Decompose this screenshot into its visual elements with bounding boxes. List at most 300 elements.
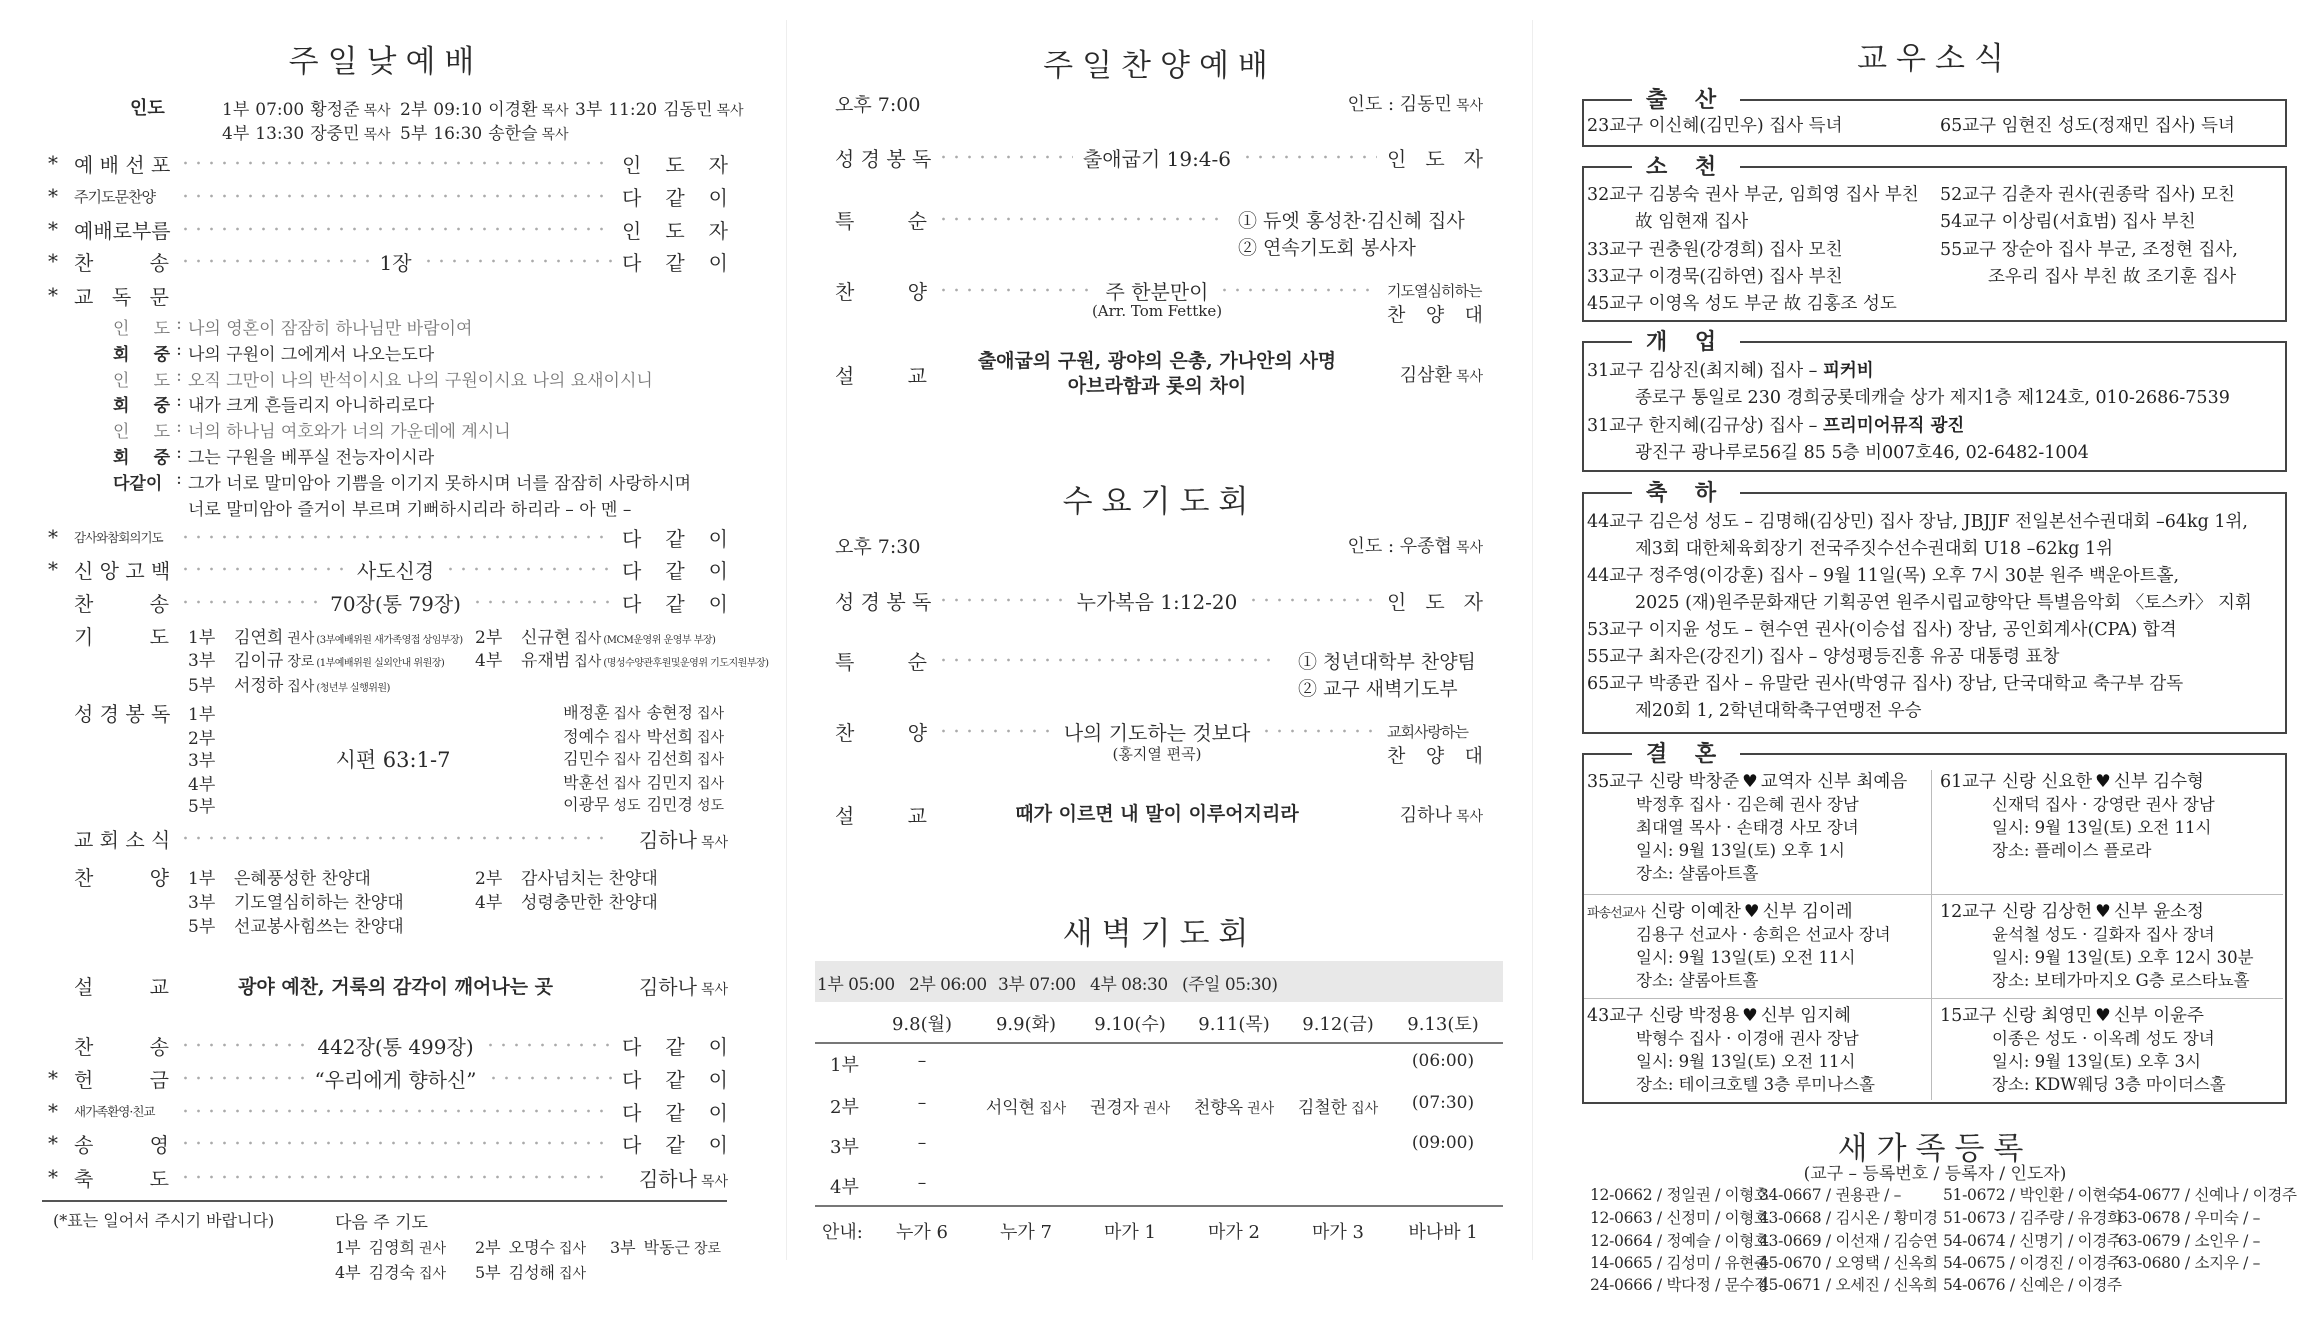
newcomer-entry: 12-0663 / 신정미 / 이형호: [1590, 1209, 1769, 1227]
dot-leader: [471, 600, 612, 604]
order-label: 예배로부름: [74, 218, 171, 243]
person-name: 오명수: [508, 1238, 556, 1257]
sermon-title-line: 때가 이르면 내 말이 이루어지리라: [1015, 802, 1299, 825]
next-part: 5부: [475, 1263, 501, 1282]
newcomer-entry: 51-0673 / 김주량 / 유경희: [1943, 1209, 2122, 1227]
responsive-reading-line: [113, 469, 691, 494]
reader-name: 김민경: [646, 795, 693, 814]
table-rule: [815, 1042, 1503, 1044]
responsive-reading-line: [113, 314, 472, 339]
news-entry: [1587, 181, 1919, 206]
person-title: 목사: [1455, 809, 1483, 825]
wedding-district: 43교구: [1587, 1006, 1644, 1026]
guide-passage: 누가 7: [1000, 1222, 1052, 1243]
prayer-part: 1부: [188, 628, 216, 648]
order-leader: 인 도 자: [622, 152, 728, 177]
scripture-readers: [563, 746, 724, 769]
service-leader: [1347, 532, 1483, 558]
newcomer-entry: 51-0672 / 박인환 / 이현숙: [1943, 1186, 2122, 1204]
person-title: 집사: [559, 1266, 587, 1282]
reader-name: 박훈선: [563, 773, 610, 792]
sermon-preacher: [1387, 801, 1483, 827]
person-name: 김동민: [663, 100, 713, 120]
scripture-part: 2부: [188, 729, 216, 749]
person-title: 장로: [694, 1241, 722, 1257]
choir-part: 4부: [475, 893, 503, 913]
person-name: 우종협: [1399, 536, 1452, 557]
dot-leader: [937, 217, 1218, 221]
dawn-leader-name: –: [917, 1133, 927, 1153]
dawn-cell: [1194, 1093, 1274, 1118]
dawn-part: 4부: [830, 1177, 859, 1198]
news-entry-text: 53교구 이지윤 성도 – 현수연 권사(이승섭 집사) 장남, 공인회계사(CPA) 합격: [1587, 620, 2177, 640]
opening-label: 개 업: [1632, 325, 1740, 356]
reader-name: 김선희: [646, 749, 693, 768]
stand-marker: *: [48, 151, 58, 175]
order-row: [48, 213, 728, 245]
reading-text: 나의 영혼이 잠잠히 하나님만 바람이여: [188, 319, 473, 339]
dawn-date: 9.12(금): [1302, 1014, 1374, 1035]
order-label: 송 영: [74, 1132, 169, 1157]
person-title: 목사: [1455, 369, 1483, 385]
order-row: [48, 279, 728, 311]
prayer-title: 권사: [287, 631, 315, 647]
order-label: 성 경 봉 독: [835, 589, 932, 614]
guide-passage: 바나바 1: [1408, 1222, 1478, 1243]
order-row: [48, 1029, 728, 1061]
order-row: [835, 644, 1288, 676]
prayer-role-note: (청년부 실행위원): [316, 683, 390, 694]
news-entry-text: 31교구 한지혜(김규상) 집사 –: [1587, 415, 1823, 436]
wedding-header: [1587, 1002, 1851, 1027]
order-row: [48, 1127, 728, 1159]
sermon-preacher: [1387, 361, 1483, 387]
service-part: 1부: [222, 100, 250, 120]
person-name: 김성해: [508, 1263, 556, 1282]
responsive-reading-line: [113, 443, 434, 468]
section-rule: [42, 1200, 727, 1202]
dot-leader: [937, 729, 1054, 733]
person-title: 목사: [1455, 540, 1483, 556]
order-content: 70장(통 79장): [330, 591, 461, 616]
choir-name: 은혜풍성한 찬양대: [234, 869, 371, 889]
sermon-title: [927, 349, 1387, 399]
wedding-detail: 이종은 성도 · 이옥례 성도 장녀: [1992, 1029, 2215, 1048]
dot-leader: [179, 1043, 307, 1047]
person-title: 집사: [419, 1266, 447, 1282]
choir-part: 2부: [475, 869, 503, 889]
news-entry-continued: 故 임현재 집사: [1635, 212, 1749, 233]
order-label: 예 배 선 포: [74, 152, 171, 177]
reader-name: 송현정: [646, 703, 693, 722]
news-entry: [1587, 412, 1964, 437]
order-row: [48, 822, 728, 854]
person-title: 집사: [613, 706, 641, 722]
news-entry-continued: 종로구 통일로 230 경희궁롯데캐슬 상가 제지1층 제124호, 010-2686-7539: [1635, 388, 2230, 409]
wedding-detail: 일시: 9월 13일(토) 오전 11시: [1636, 948, 1856, 967]
guide-passage: 마가 2: [1208, 1222, 1260, 1243]
person-name: 김하나: [638, 974, 697, 999]
order-leader: 다 같 이: [622, 558, 728, 583]
scripture-readers: [563, 700, 724, 723]
newcomer-entry: 12-0662 / 정일권 / 이형호: [1590, 1186, 1769, 1204]
dot-leader: [444, 567, 612, 571]
service-time: 오후 7:00: [835, 94, 921, 116]
dot-leader: [1241, 155, 1377, 159]
dawn-leader-name: (09:00): [1411, 1133, 1475, 1153]
news-entry: [1587, 263, 1842, 288]
dot-leader: [179, 836, 612, 840]
order-label: 찬 양: [74, 865, 169, 890]
scripture-part: 3부: [188, 751, 216, 771]
service-leader: [222, 119, 391, 144]
news-entry-text: 45교구 이영옥 성도 부군 故 김홍조 성도: [1587, 294, 1897, 315]
dot-leader: [484, 1043, 612, 1047]
person-title: 집사: [559, 1241, 587, 1257]
dawn-part: 3부: [830, 1137, 859, 1158]
service-time: 13:30: [255, 124, 305, 144]
dot-leader: [179, 1175, 612, 1179]
anthem-arranger: (Arr. Tom Fettke): [1091, 302, 1223, 320]
dot-leader: [1260, 729, 1377, 733]
dawn-leader-name: –: [917, 1051, 927, 1071]
prayer-item: [188, 623, 463, 648]
dawn-time: 3부 07:00: [998, 975, 1076, 995]
special-item: ② 연속기도회 봉사자: [1238, 237, 1416, 259]
news-entry-text: 32교구 김봉숙 권사 부군, 임희영 집사 부친: [1587, 185, 1919, 205]
column-divider: [786, 20, 787, 1260]
reading-text: 너의 하나님 여호와가 너의 가운데에 계시니: [188, 422, 511, 442]
person-title: 집사: [613, 730, 641, 746]
heart-icon: ♥: [1743, 902, 1760, 922]
prayer-title: 집사: [287, 679, 315, 695]
person-name: 이경환: [488, 100, 538, 120]
bride: 신부 김수형: [2113, 772, 2204, 792]
order-leader: 다 같 이: [622, 591, 729, 616]
reading-speaker: 인 도: [113, 371, 170, 391]
person-title: 목사: [700, 834, 728, 851]
news-entry-text: 44교구 김은성 성도 – 김명해(김상민) 집사 장남, JBJJF 전일본선수권대회 –64kg 1위,: [1587, 512, 2248, 532]
newcomers-subtitle: (교구 – 등록번호 / 등록자 / 인도자): [1803, 1164, 2067, 1184]
person-title: 성도: [613, 798, 641, 814]
choir-item: [475, 888, 658, 913]
person-title: 집사: [696, 730, 724, 746]
dawn-leader-name: 서익현: [985, 1098, 1036, 1118]
order-label: 설 교: [74, 974, 169, 999]
dawn-cell: [918, 1093, 927, 1113]
dawn-leader-title: 집사: [1039, 1101, 1067, 1117]
choir-name: 교회사랑하는: [1387, 722, 1468, 741]
dawn-date: 9.13(토): [1407, 1014, 1479, 1035]
reading-text: 오직 그만이 나의 반석이시요 나의 구원이시요 나의 요새이시니: [188, 371, 653, 391]
reading-colon: :: [176, 366, 182, 386]
news-entry-text: 54교구 이상림(서효범) 집사 부친: [1940, 212, 2196, 233]
dawn-time: 2부 06:00: [909, 975, 987, 995]
dot-leader: [1247, 598, 1377, 602]
dawn-cell: [918, 1051, 927, 1071]
order-label: 설 교: [835, 363, 927, 388]
newcomer-entry: 45-0670 / 오영택 / 신옥희: [1759, 1254, 1938, 1272]
news-entry: [1587, 357, 1874, 382]
scripture-readers: [563, 724, 724, 747]
dawn-date: 9.10(수): [1094, 1014, 1166, 1035]
leader-prefix: 인도 :: [1347, 536, 1400, 557]
dawn-cell: [1412, 1051, 1474, 1071]
news-entry-text: 33교구 이경묵(김하연) 집사 부친: [1587, 266, 1843, 287]
order-label: 찬 송: [74, 250, 169, 275]
responsive-reading-line: [113, 366, 653, 391]
stand-marker: *: [48, 283, 58, 307]
heart-icon: ♥: [2095, 772, 2111, 792]
order-content: 누가복음 1:12-20: [1076, 589, 1238, 614]
order-label: 찬 송: [74, 1034, 169, 1059]
table-rule: [815, 1205, 1503, 1207]
order-label: 기 도: [74, 624, 169, 649]
newcomer-entry: 63-0679 / 소인우 / –: [2118, 1232, 2261, 1250]
wedding-district: 61교구: [1940, 772, 1997, 792]
order-row: [835, 141, 1483, 173]
newcomer-entry: 43-0669 / 이선재 / 김승연: [1759, 1232, 1938, 1250]
wedding-detail: 최대열 목사 · 손태경 사모 장녀: [1636, 818, 1859, 837]
prayer-name: 유재범: [521, 651, 571, 671]
reading-speaker: 인 도: [113, 319, 170, 339]
order-leader: 다 같 이: [622, 1100, 728, 1125]
newcomer-entry: 54-0675 / 이경진 / 이경주: [1943, 1254, 2122, 1272]
order-row: [835, 798, 1483, 830]
choir-item: [188, 912, 404, 937]
dawn-cell: [986, 1093, 1066, 1118]
news-entry: [1587, 236, 1842, 261]
wedding-detail: 박형수 집사 · 이경애 권사 장남: [1636, 1029, 1859, 1048]
dawn-cell: [1090, 1093, 1170, 1118]
stand-marker: *: [48, 1099, 58, 1123]
groom: 신랑 이예찬: [1650, 902, 1741, 922]
reading-colon: :: [176, 340, 182, 360]
order-row: [48, 586, 728, 618]
prayer-item: [475, 646, 769, 671]
choir-item: [188, 888, 404, 913]
reading-text: 그는 구원을 베푸실 전능자이시라: [188, 448, 435, 468]
order-content: 442장(통 499장): [317, 1034, 474, 1059]
dawn-service-title: 새벽기도회: [1062, 916, 1258, 952]
scripture-passage: 시편 63:1-7: [335, 748, 451, 772]
newcomer-entry: 12-0664 / 정예슬 / 이형호: [1590, 1232, 1769, 1250]
choir-part: 5부: [188, 917, 216, 937]
responsive-reading-line: [113, 340, 434, 365]
order-row: [48, 521, 728, 553]
order-row: [48, 969, 728, 1001]
newcomer-entry: 43-0668 / 김시온 / 황미경: [1759, 1209, 1938, 1227]
special-item: ② 교구 새벽기도부: [1298, 678, 1458, 700]
order-content: 1장: [379, 250, 412, 275]
reader-name: 정예수: [563, 727, 610, 746]
news-entry-text: 55교구 장순아 집사 부군, 조정현 집사,: [1940, 239, 2238, 260]
order-row: [48, 180, 728, 212]
reading-speaker: 회 중: [113, 448, 170, 468]
person-title: 목사: [700, 981, 728, 998]
person-name: 김하나: [638, 827, 697, 852]
wedding-header: [1940, 898, 2204, 923]
prayer-title: 집사: [574, 654, 602, 670]
news-entry: [1940, 208, 2195, 233]
news-entry-text: 33교구 권충원(강경희) 집사 모친: [1587, 239, 1843, 260]
groom: 신랑 박창준: [1649, 772, 1740, 792]
groom: 신랑 최영민: [2002, 1006, 2093, 1026]
order-content: 사도신경: [356, 558, 435, 583]
order-label: 특 순: [835, 208, 927, 233]
wedding-district: 15교구: [1940, 1006, 1997, 1026]
reading-text: 나의 구원이 그에게서 나오는도다: [188, 345, 435, 365]
scripture-part: 1부: [188, 705, 216, 725]
order-label: 신 앙 고 백: [74, 558, 171, 583]
order-content: “우리에게 향하신”: [314, 1067, 477, 1092]
reading-colon: :: [176, 469, 182, 489]
order-leader: [622, 824, 728, 853]
wedding-detail: 일시: 9월 13일(토) 오후 12시 30분: [1992, 948, 2254, 967]
newcomer-entry: 63-0678 / 우미숙 / –: [2118, 1209, 2261, 1227]
dot-leader: [179, 1141, 612, 1145]
service-leader: [222, 95, 391, 120]
order-label: 감사와참회의기도: [74, 530, 163, 545]
wedding-district: 파송선교사: [1587, 906, 1645, 921]
dot-leader: [179, 227, 612, 231]
dot-leader: [422, 259, 612, 263]
dawn-cell: [918, 1173, 927, 1193]
prayer-role-note: (MCM운영위 운영부 부장): [603, 635, 716, 646]
next-part: 3부: [610, 1238, 636, 1257]
wedding-detail: 장소: 샬롬아트홀: [1636, 864, 1759, 883]
prayer-item: [188, 671, 390, 696]
service-leader: [1347, 90, 1483, 116]
dot-leader: [179, 194, 612, 198]
scripture-part: 4부: [188, 775, 216, 795]
wedding-detail: 장소: 테이크호텔 3층 루미나스홀: [1636, 1075, 1875, 1094]
reader-name: 김민수: [563, 749, 610, 768]
dot-leader: [179, 535, 612, 539]
choir-suffix: 찬 양 대: [1387, 745, 1483, 767]
wedding-detail: 장소: 플레이스 플로라: [1992, 841, 2152, 860]
dawn-part: 1부: [830, 1055, 859, 1076]
newcomer-entry: 45-0671 / 오세진 / 신옥희: [1759, 1276, 1938, 1294]
guide-passage: 마가 3: [1312, 1222, 1364, 1243]
reading-colon: :: [176, 314, 182, 334]
news-entry-continued: 제20회 1, 2학년대학축구연맹전 우승: [1635, 701, 1922, 721]
sermon-title-line: 출애굽의 구원, 광야의 은총, 가나안의 사명: [977, 350, 1337, 372]
stand-marker: *: [48, 525, 58, 549]
next-prayer-item: [475, 1235, 586, 1258]
news-entry: [1940, 112, 2235, 137]
person-title: 목사: [1455, 98, 1483, 114]
choir-suffix: 찬 양 대: [1387, 304, 1483, 326]
bride: 신부 임지혜: [1760, 1006, 1851, 1026]
prayer-role-note: (명성수양관후원및운영위 기도지원부장): [603, 658, 769, 669]
choir-item: [475, 864, 658, 889]
wedding-detail: 장소: 보테가마지오 G층 로스타뇨홀: [1992, 971, 2250, 990]
reading-colon: :: [176, 391, 182, 411]
person-title: 권사: [419, 1241, 447, 1257]
service-leader: [400, 95, 569, 120]
order-leader: 인 도 자: [1387, 146, 1484, 171]
reader-name: 배정훈: [563, 703, 610, 722]
person-name: 김삼환: [1399, 365, 1452, 386]
dawn-time: 4부 08:30: [1090, 975, 1168, 995]
person-title: 목사: [363, 103, 391, 119]
order-label: 성 경 봉 독: [74, 701, 171, 726]
dawn-cell: [1412, 1093, 1474, 1113]
bride: 신부 이윤주: [2113, 1006, 2204, 1026]
order-leader: [622, 1163, 728, 1192]
news-entry-continued: 광진구 광나루로56길 85 5층 비007호46, 02-6482-1004: [1635, 442, 2089, 463]
person-name: 황정준: [310, 100, 360, 120]
dawn-date: 9.11(목): [1198, 1014, 1270, 1035]
anthem-arranger: (홍지열 편곡): [1112, 745, 1202, 763]
order-leader: 다 같 이: [622, 526, 728, 551]
dawn-leader-title: 권사: [1247, 1101, 1275, 1117]
service-leader: [575, 95, 744, 120]
stand-marker: *: [48, 1131, 58, 1155]
dawn-leader-title: 권사: [1143, 1101, 1171, 1117]
heart-icon: ♥: [1742, 772, 1758, 792]
news-entry-text: 44교구 정주영(이강훈) 집사 – 9월 11일(목) 오후 7시 30분 원주 백운아트홀,: [1587, 566, 2180, 586]
person-title: 목사: [541, 127, 569, 143]
order-leader: 인 도 자: [622, 218, 728, 243]
service-time: 07:00: [255, 100, 305, 120]
order-label: 특 순: [835, 649, 927, 674]
person-name: 김하나: [638, 1166, 697, 1191]
prayer-role-note: (1부예배위원 실외안내 위원장): [316, 658, 445, 669]
order-label: 설 교: [835, 803, 927, 828]
reading-colon: :: [176, 443, 182, 463]
dawn-leader-name: (07:30): [1411, 1093, 1475, 1113]
next-part: 4부: [335, 1263, 361, 1282]
news-entry: [1587, 643, 2059, 668]
sermon-preacher: [622, 971, 728, 1000]
reading-speaker: 인 도: [113, 422, 170, 442]
person-title: 집사: [613, 752, 641, 768]
reading-speaker: 회 중: [113, 396, 170, 416]
wedding-detail: 김용구 선교사 · 송희은 선교사 장녀: [1636, 925, 1891, 944]
wednesday-service-title: 수요기도회: [1062, 484, 1258, 520]
service-time: 오후 7:30: [835, 536, 921, 558]
cell-divider: [1584, 998, 2283, 999]
dawn-cell: [1412, 1133, 1474, 1153]
order-label: 찬 송: [74, 591, 169, 616]
stand-marker: *: [48, 557, 58, 581]
reading-colon: :: [176, 417, 182, 437]
scripture-part: 5부: [188, 797, 216, 817]
order-label: 축 도: [74, 1166, 169, 1191]
dot-leader: [937, 288, 1096, 292]
dot-leader: [179, 600, 320, 604]
service-part: 2부: [400, 100, 428, 120]
wedding-detail: 윤석철 성도 · 길화자 집사 장녀: [1992, 925, 2215, 944]
choir-item: [188, 864, 371, 889]
news-entry: [1587, 290, 1897, 315]
dawn-leader-name: 권경자: [1089, 1098, 1140, 1118]
next-part: 1부: [335, 1238, 361, 1257]
order-leader: 다 같 이: [622, 185, 728, 210]
service-part: 4부: [222, 124, 250, 144]
next-part: 2부: [475, 1238, 501, 1257]
news-entry: [1587, 616, 2177, 641]
order-row: [835, 203, 1228, 235]
prayer-title: 집사: [574, 631, 602, 647]
choir-name: 성령충만한 찬양대: [521, 893, 658, 913]
dawn-time: 1부 05:00: [817, 975, 895, 995]
heart-icon: ♥: [2095, 1006, 2111, 1026]
next-prayer-item: [335, 1260, 446, 1283]
order-label: 주기도문찬양: [74, 187, 155, 206]
